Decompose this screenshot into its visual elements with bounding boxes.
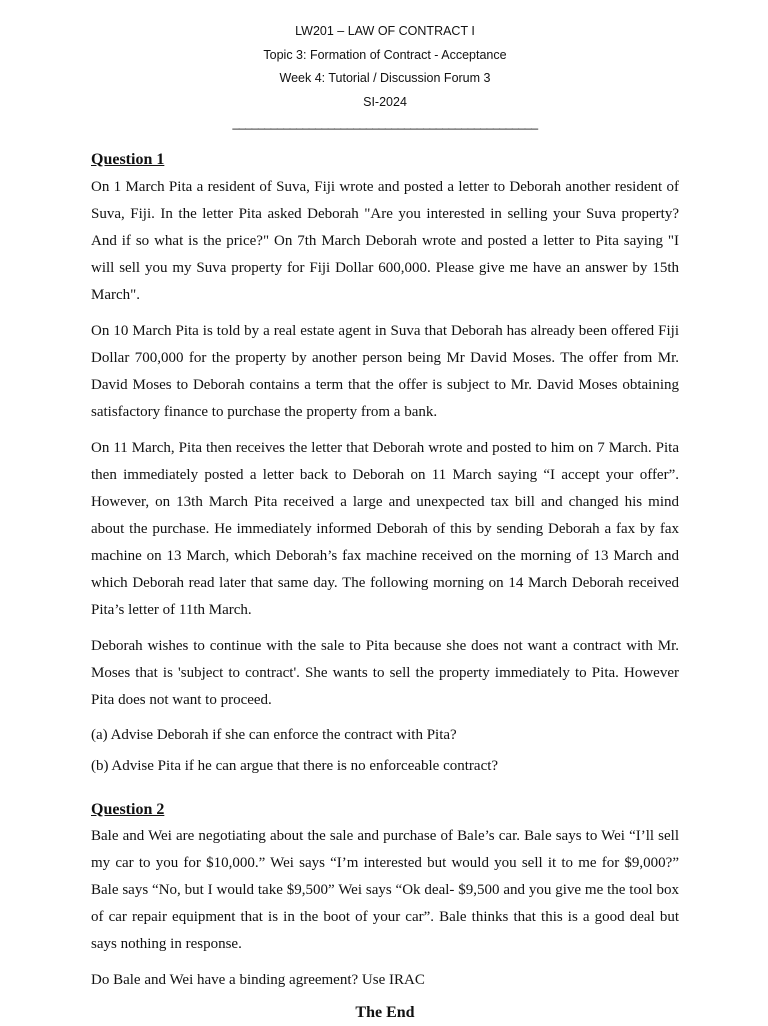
semester-label: SI-2024 [363, 94, 407, 109]
question-2-paragraph: Do Bale and Wei have a binding agreement? Use IRAC [91, 972, 425, 988]
question-1-part-b: (b) Advise Pita if he can argue that there is no enforceable contract? [91, 758, 499, 774]
question-2-paragraph: Bale and Wei are negotiating about the sale and purchase of Bale’s car. Bale says to Wei “I’ll sell my car to you for $10,000.” Wei says “I’m interested but would you sell it to me for $9,000?” Bale says “No, but I would take $9,500” Wei says “Ok deal- $9,500 and you give me the tool box of car repair equipment that is in the boot of your car”. Bale thinks that this is a good deal but says nothing in response. [91, 828, 679, 952]
question-2-section [91, 801, 679, 994]
document-header [91, 20, 679, 132]
question-1-paragraph: On 10 March Pita is told by a real estate agent in Suva that Deborah has already been offered Fiji Dollar 700,000 for the property by another person being Mr David Moses. The offer from Mr. David Moses to Deborah contains a term that the offer is subject to Mr. David Moses obtaining satisfactory finance to purchase the property from a bank. [91, 323, 679, 420]
question-1-paragraph: Deborah wishes to continue with the sale to Pita because she does not want a contract with Mr. Moses that is 'subject to contract'. She wants to sell the property immediately to Pita. However Pita does not want to proceed. [91, 638, 679, 708]
question-1-title: Question 1 [91, 151, 165, 168]
question-1-section [91, 151, 679, 780]
topic-title: Topic 3: Formation of Contract - Acceptance [263, 47, 507, 62]
question-1-part-a: (a) Advise Deborah if she can enforce the contract with Pita? [91, 727, 457, 743]
the-end-label: The End [355, 1004, 415, 1021]
course-title: LW201 – LAW OF CONTRACT I [295, 24, 475, 38]
week-title: Week 4: Tutorial / Discussion Forum 3 [279, 71, 491, 85]
question-1-paragraph: On 1 March Pita a resident of Suva, Fiji wrote and posted a letter to Deborah another resident of Suva, Fiji. In the letter Pita asked Deborah "Are you interested in selling your Suva property? And if so what is the price?" On 7th March Deborah wrote and posted a letter to Pita saying "I will sell you my Suva property for Fiji Dollar 600,000. Please give me have an answer by 15th March". [91, 179, 679, 303]
header-rule: ________________________________________________ [232, 116, 538, 130]
question-2-title: Question 2 [91, 801, 165, 818]
question-1-paragraph: On 11 March, Pita then receives the letter that Deborah wrote and posted to him on 7 March. Pita then immediately posted a letter back to Deborah on 11 March saying “I accept your offer”. However, on 13th March Pita received a large and unexpected tax bill and changed his mind about the purchase. He immediately informed Deborah of this by sending Deborah a fax by fax machine on 13 March, which Deborah’s fax machine received on the morning of 13 March and which Deborah read later that same day. The following morning on 14 March Deborah received Pita’s letter of 11th March. [91, 440, 679, 618]
